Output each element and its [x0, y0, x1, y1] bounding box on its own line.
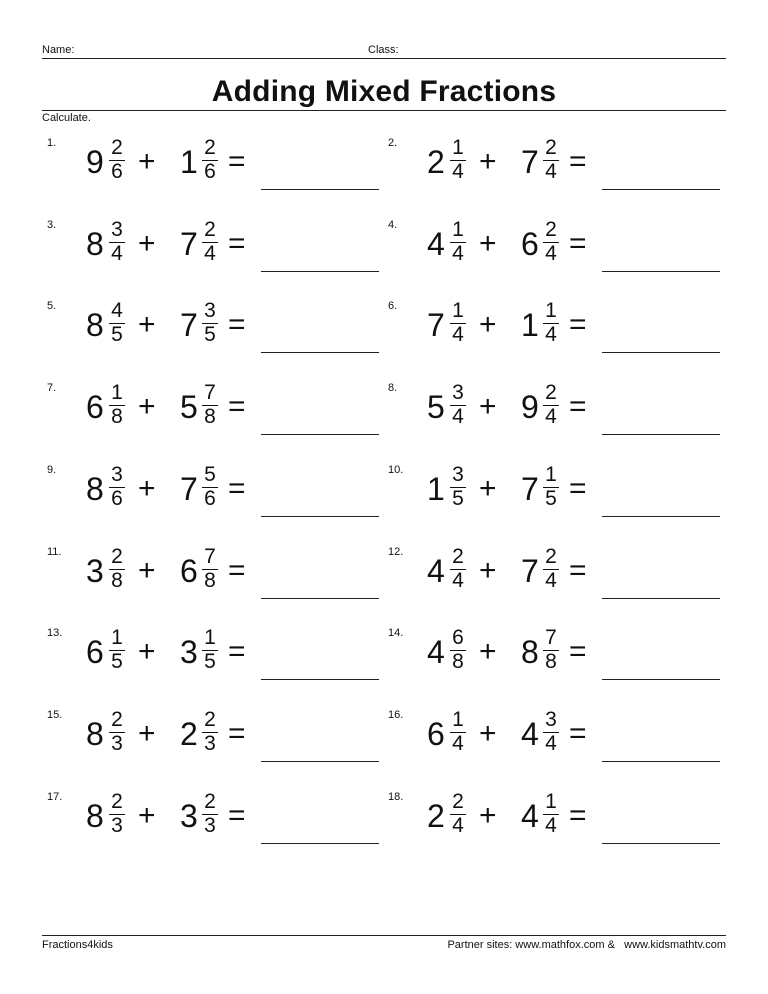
- first-whole-number: 1: [427, 471, 445, 507]
- plus-sign: +: [138, 308, 156, 341]
- equals-sign: =: [228, 799, 246, 832]
- first-numerator: 2: [111, 545, 123, 568]
- problem-item: [47, 791, 387, 851]
- first-whole-number: 5: [427, 389, 445, 425]
- plus-sign: +: [479, 635, 497, 668]
- answer-blank[interactable]: [261, 189, 379, 190]
- second-numerator: 5: [204, 463, 216, 486]
- first-denominator: 5: [111, 650, 123, 673]
- second-denominator: 5: [204, 650, 216, 673]
- first-whole-number: 6: [86, 389, 104, 425]
- problem-number: 6.: [388, 300, 398, 312]
- second-fraction: [200, 382, 220, 428]
- second-fraction: [541, 300, 561, 346]
- second-denominator: 6: [204, 487, 216, 510]
- plus-sign: +: [479, 554, 497, 587]
- first-numerator: 1: [111, 626, 123, 649]
- second-denominator: 4: [545, 732, 557, 755]
- plus-sign: +: [479, 308, 497, 341]
- second-denominator: 4: [545, 160, 557, 183]
- second-numerator: 7: [204, 545, 216, 568]
- first-denominator: 8: [111, 405, 123, 428]
- class-label: Class:: [368, 44, 399, 56]
- plus-sign: +: [138, 227, 156, 260]
- first-denominator: 5: [452, 487, 464, 510]
- first-fraction: [448, 137, 468, 183]
- equals-sign: =: [569, 635, 587, 668]
- first-denominator: 4: [452, 160, 464, 183]
- answer-blank[interactable]: [261, 352, 379, 353]
- second-denominator: 4: [545, 814, 557, 837]
- second-whole-number: 6: [521, 226, 539, 262]
- problem-item: [388, 219, 728, 279]
- second-denominator: 4: [545, 242, 557, 265]
- equals-sign: =: [228, 308, 246, 341]
- first-fraction: [107, 137, 127, 183]
- first-fraction: [107, 464, 127, 510]
- equals-sign: =: [569, 227, 587, 260]
- second-whole-number: 3: [180, 798, 198, 834]
- second-numerator: 1: [545, 299, 557, 322]
- plus-sign: +: [479, 717, 497, 750]
- second-fraction: [200, 709, 220, 755]
- first-numerator: 2: [452, 790, 464, 813]
- problem-number: 16.: [388, 709, 404, 721]
- answer-blank[interactable]: [261, 598, 379, 599]
- first-numerator: 2: [111, 790, 123, 813]
- second-whole-number: 2: [180, 716, 198, 752]
- first-fraction: [107, 627, 127, 673]
- answer-blank[interactable]: [602, 843, 720, 844]
- second-fraction: [200, 300, 220, 346]
- plus-sign: +: [138, 390, 156, 423]
- second-numerator: 1: [204, 626, 216, 649]
- second-fraction: [541, 137, 561, 183]
- equals-sign: =: [569, 472, 587, 505]
- problem-item: [47, 709, 387, 769]
- first-denominator: 3: [111, 814, 123, 837]
- answer-blank[interactable]: [261, 679, 379, 680]
- plus-sign: +: [138, 717, 156, 750]
- answer-blank[interactable]: [602, 516, 720, 517]
- first-whole-number: 8: [86, 471, 104, 507]
- second-denominator: 4: [204, 242, 216, 265]
- first-numerator: 3: [452, 463, 464, 486]
- second-whole-number: 7: [180, 471, 198, 507]
- second-whole-number: 7: [521, 144, 539, 180]
- first-fraction: [107, 382, 127, 428]
- second-numerator: 2: [204, 790, 216, 813]
- second-denominator: 8: [545, 650, 557, 673]
- first-fraction: [107, 219, 127, 265]
- first-fraction: [448, 791, 468, 837]
- first-numerator: 4: [111, 299, 123, 322]
- first-denominator: 4: [452, 323, 464, 346]
- first-numerator: 1: [111, 381, 123, 404]
- problem-item: [388, 382, 728, 442]
- equals-sign: =: [228, 472, 246, 505]
- equals-sign: =: [228, 717, 246, 750]
- second-fraction: [200, 137, 220, 183]
- name-label: Name:: [42, 44, 75, 56]
- first-numerator: 2: [111, 708, 123, 731]
- second-whole-number: 7: [521, 553, 539, 589]
- second-numerator: 1: [545, 463, 557, 486]
- first-denominator: 4: [452, 405, 464, 428]
- second-denominator: 5: [204, 323, 216, 346]
- second-fraction: [541, 791, 561, 837]
- problem-item: [47, 627, 387, 687]
- plus-sign: +: [138, 145, 156, 178]
- problem-item: [388, 627, 728, 687]
- plus-sign: +: [138, 472, 156, 505]
- first-denominator: 5: [111, 323, 123, 346]
- header-rule: [42, 58, 726, 59]
- problem-number: 8.: [388, 382, 398, 394]
- problem-number: 14.: [388, 627, 404, 639]
- equals-sign: =: [228, 635, 246, 668]
- first-fraction: [448, 300, 468, 346]
- second-whole-number: 5: [180, 389, 198, 425]
- second-whole-number: 7: [180, 226, 198, 262]
- footer-brand: Fractions4kids: [42, 939, 113, 951]
- second-fraction: [200, 464, 220, 510]
- plus-sign: +: [479, 472, 497, 505]
- equals-sign: =: [228, 390, 246, 423]
- equals-sign: =: [569, 308, 587, 341]
- second-fraction: [200, 546, 220, 592]
- problem-item: [47, 300, 387, 360]
- second-whole-number: 3: [180, 634, 198, 670]
- second-denominator: 4: [545, 323, 557, 346]
- problem-number: 15.: [47, 709, 63, 721]
- first-denominator: 6: [111, 160, 123, 183]
- second-whole-number: 6: [180, 553, 198, 589]
- second-numerator: 2: [545, 381, 557, 404]
- problem-item: [388, 464, 728, 524]
- second-numerator: 3: [204, 299, 216, 322]
- second-numerator: 1: [545, 790, 557, 813]
- answer-blank[interactable]: [261, 761, 379, 762]
- problem-number: 11.: [47, 546, 62, 558]
- second-denominator: 6: [204, 160, 216, 183]
- first-numerator: 3: [111, 463, 123, 486]
- second-fraction: [200, 219, 220, 265]
- first-numerator: 1: [452, 299, 464, 322]
- first-whole-number: 8: [86, 798, 104, 834]
- first-fraction: [448, 627, 468, 673]
- second-whole-number: 1: [180, 144, 198, 180]
- second-numerator: 2: [545, 136, 557, 159]
- plus-sign: +: [479, 145, 497, 178]
- problem-item: [47, 464, 387, 524]
- plus-sign: +: [138, 635, 156, 668]
- footer-partner-sites: Partner sites: www.mathfox.com & www.kidsmathtv.com: [447, 939, 726, 951]
- problem-item: [388, 300, 728, 360]
- second-fraction: [541, 219, 561, 265]
- first-whole-number: 2: [427, 144, 445, 180]
- first-numerator: 1: [452, 136, 464, 159]
- second-whole-number: 9: [521, 389, 539, 425]
- first-whole-number: 4: [427, 634, 445, 670]
- first-whole-number: 6: [86, 634, 104, 670]
- problem-number: 4.: [388, 219, 398, 231]
- first-fraction: [448, 382, 468, 428]
- equals-sign: =: [569, 554, 587, 587]
- first-denominator: 4: [452, 569, 464, 592]
- title-rule: [42, 110, 726, 111]
- second-fraction: [541, 627, 561, 673]
- problem-item: [47, 382, 387, 442]
- first-whole-number: 9: [86, 144, 104, 180]
- second-numerator: 7: [204, 381, 216, 404]
- first-whole-number: 3: [86, 553, 104, 589]
- second-whole-number: 4: [521, 798, 539, 834]
- answer-blank[interactable]: [261, 271, 379, 272]
- second-denominator: 8: [204, 405, 216, 428]
- problem-item: [47, 546, 387, 606]
- problem-item: [388, 137, 728, 197]
- plus-sign: +: [479, 227, 497, 260]
- problem-item: [47, 137, 387, 197]
- first-whole-number: 6: [427, 716, 445, 752]
- plus-sign: +: [479, 390, 497, 423]
- first-fraction: [107, 300, 127, 346]
- first-numerator: 3: [111, 218, 123, 241]
- second-fraction: [541, 464, 561, 510]
- equals-sign: =: [569, 390, 587, 423]
- second-whole-number: 4: [521, 716, 539, 752]
- answer-blank[interactable]: [602, 434, 720, 435]
- first-numerator: 2: [452, 545, 464, 568]
- answer-blank[interactable]: [602, 271, 720, 272]
- second-numerator: 2: [204, 136, 216, 159]
- footer-rule: [42, 935, 726, 936]
- first-fraction: [448, 546, 468, 592]
- first-denominator: 4: [111, 242, 123, 265]
- first-denominator: 3: [111, 732, 123, 755]
- second-numerator: 2: [545, 545, 557, 568]
- first-numerator: 3: [452, 381, 464, 404]
- second-denominator: 8: [204, 569, 216, 592]
- second-whole-number: 7: [180, 307, 198, 343]
- second-whole-number: 8: [521, 634, 539, 670]
- first-fraction: [107, 546, 127, 592]
- second-fraction: [541, 382, 561, 428]
- second-fraction: [200, 627, 220, 673]
- problem-item: [388, 709, 728, 769]
- first-denominator: 4: [452, 732, 464, 755]
- problem-number: 17.: [47, 791, 63, 803]
- plus-sign: +: [479, 799, 497, 832]
- second-numerator: 7: [545, 626, 557, 649]
- equals-sign: =: [228, 145, 246, 178]
- problem-number: 10.: [388, 464, 404, 476]
- problem-number: 13.: [47, 627, 63, 639]
- second-fraction: [541, 709, 561, 755]
- problem-number: 1.: [47, 137, 57, 149]
- worksheet-title: Adding Mixed Fractions: [211, 75, 557, 108]
- first-denominator: 8: [111, 569, 123, 592]
- problem-number: 7.: [47, 382, 57, 394]
- first-numerator: 6: [452, 626, 464, 649]
- answer-blank[interactable]: [602, 189, 720, 190]
- answer-blank[interactable]: [602, 352, 720, 353]
- second-numerator: 2: [204, 218, 216, 241]
- equals-sign: =: [228, 554, 246, 587]
- second-numerator: 2: [204, 708, 216, 731]
- plus-sign: +: [138, 554, 156, 587]
- problem-number: 3.: [47, 219, 57, 231]
- problem-item: [47, 219, 387, 279]
- first-numerator: 1: [452, 218, 464, 241]
- answer-blank[interactable]: [261, 843, 379, 844]
- first-fraction: [448, 219, 468, 265]
- second-denominator: 4: [545, 569, 557, 592]
- second-numerator: 2: [545, 218, 557, 241]
- answer-blank[interactable]: [602, 598, 720, 599]
- first-fraction: [107, 791, 127, 837]
- first-whole-number: 7: [427, 307, 445, 343]
- plus-sign: +: [138, 799, 156, 832]
- equals-sign: =: [569, 799, 587, 832]
- answer-blank[interactable]: [261, 516, 379, 517]
- second-whole-number: 7: [521, 471, 539, 507]
- problem-number: 12.: [388, 546, 404, 558]
- first-whole-number: 8: [86, 226, 104, 262]
- first-fraction: [448, 709, 468, 755]
- problem-number: 9.: [47, 464, 57, 476]
- first-whole-number: 4: [427, 553, 445, 589]
- problem-item: [388, 546, 728, 606]
- problem-number: 5.: [47, 300, 57, 312]
- second-fraction: [200, 791, 220, 837]
- first-denominator: 8: [452, 650, 464, 673]
- equals-sign: =: [569, 717, 587, 750]
- answer-blank[interactable]: [602, 761, 720, 762]
- first-denominator: 4: [452, 242, 464, 265]
- second-numerator: 3: [545, 708, 557, 731]
- first-numerator: 1: [452, 708, 464, 731]
- second-fraction: [541, 546, 561, 592]
- first-fraction: [107, 709, 127, 755]
- equals-sign: =: [228, 227, 246, 260]
- first-whole-number: 8: [86, 716, 104, 752]
- first-whole-number: 8: [86, 307, 104, 343]
- second-whole-number: 1: [521, 307, 539, 343]
- answer-blank[interactable]: [602, 679, 720, 680]
- first-denominator: 4: [452, 814, 464, 837]
- first-numerator: 2: [111, 136, 123, 159]
- problem-number: 18.: [388, 791, 404, 803]
- problem-item: [388, 791, 728, 851]
- second-denominator: 3: [204, 814, 216, 837]
- second-denominator: 5: [545, 487, 557, 510]
- equals-sign: =: [569, 145, 587, 178]
- second-denominator: 4: [545, 405, 557, 428]
- instruction-text: Calculate.: [42, 112, 91, 124]
- first-whole-number: 2: [427, 798, 445, 834]
- first-denominator: 6: [111, 487, 123, 510]
- answer-blank[interactable]: [261, 434, 379, 435]
- problem-number: 2.: [388, 137, 398, 149]
- first-fraction: [448, 464, 468, 510]
- second-denominator: 3: [204, 732, 216, 755]
- first-whole-number: 4: [427, 226, 445, 262]
